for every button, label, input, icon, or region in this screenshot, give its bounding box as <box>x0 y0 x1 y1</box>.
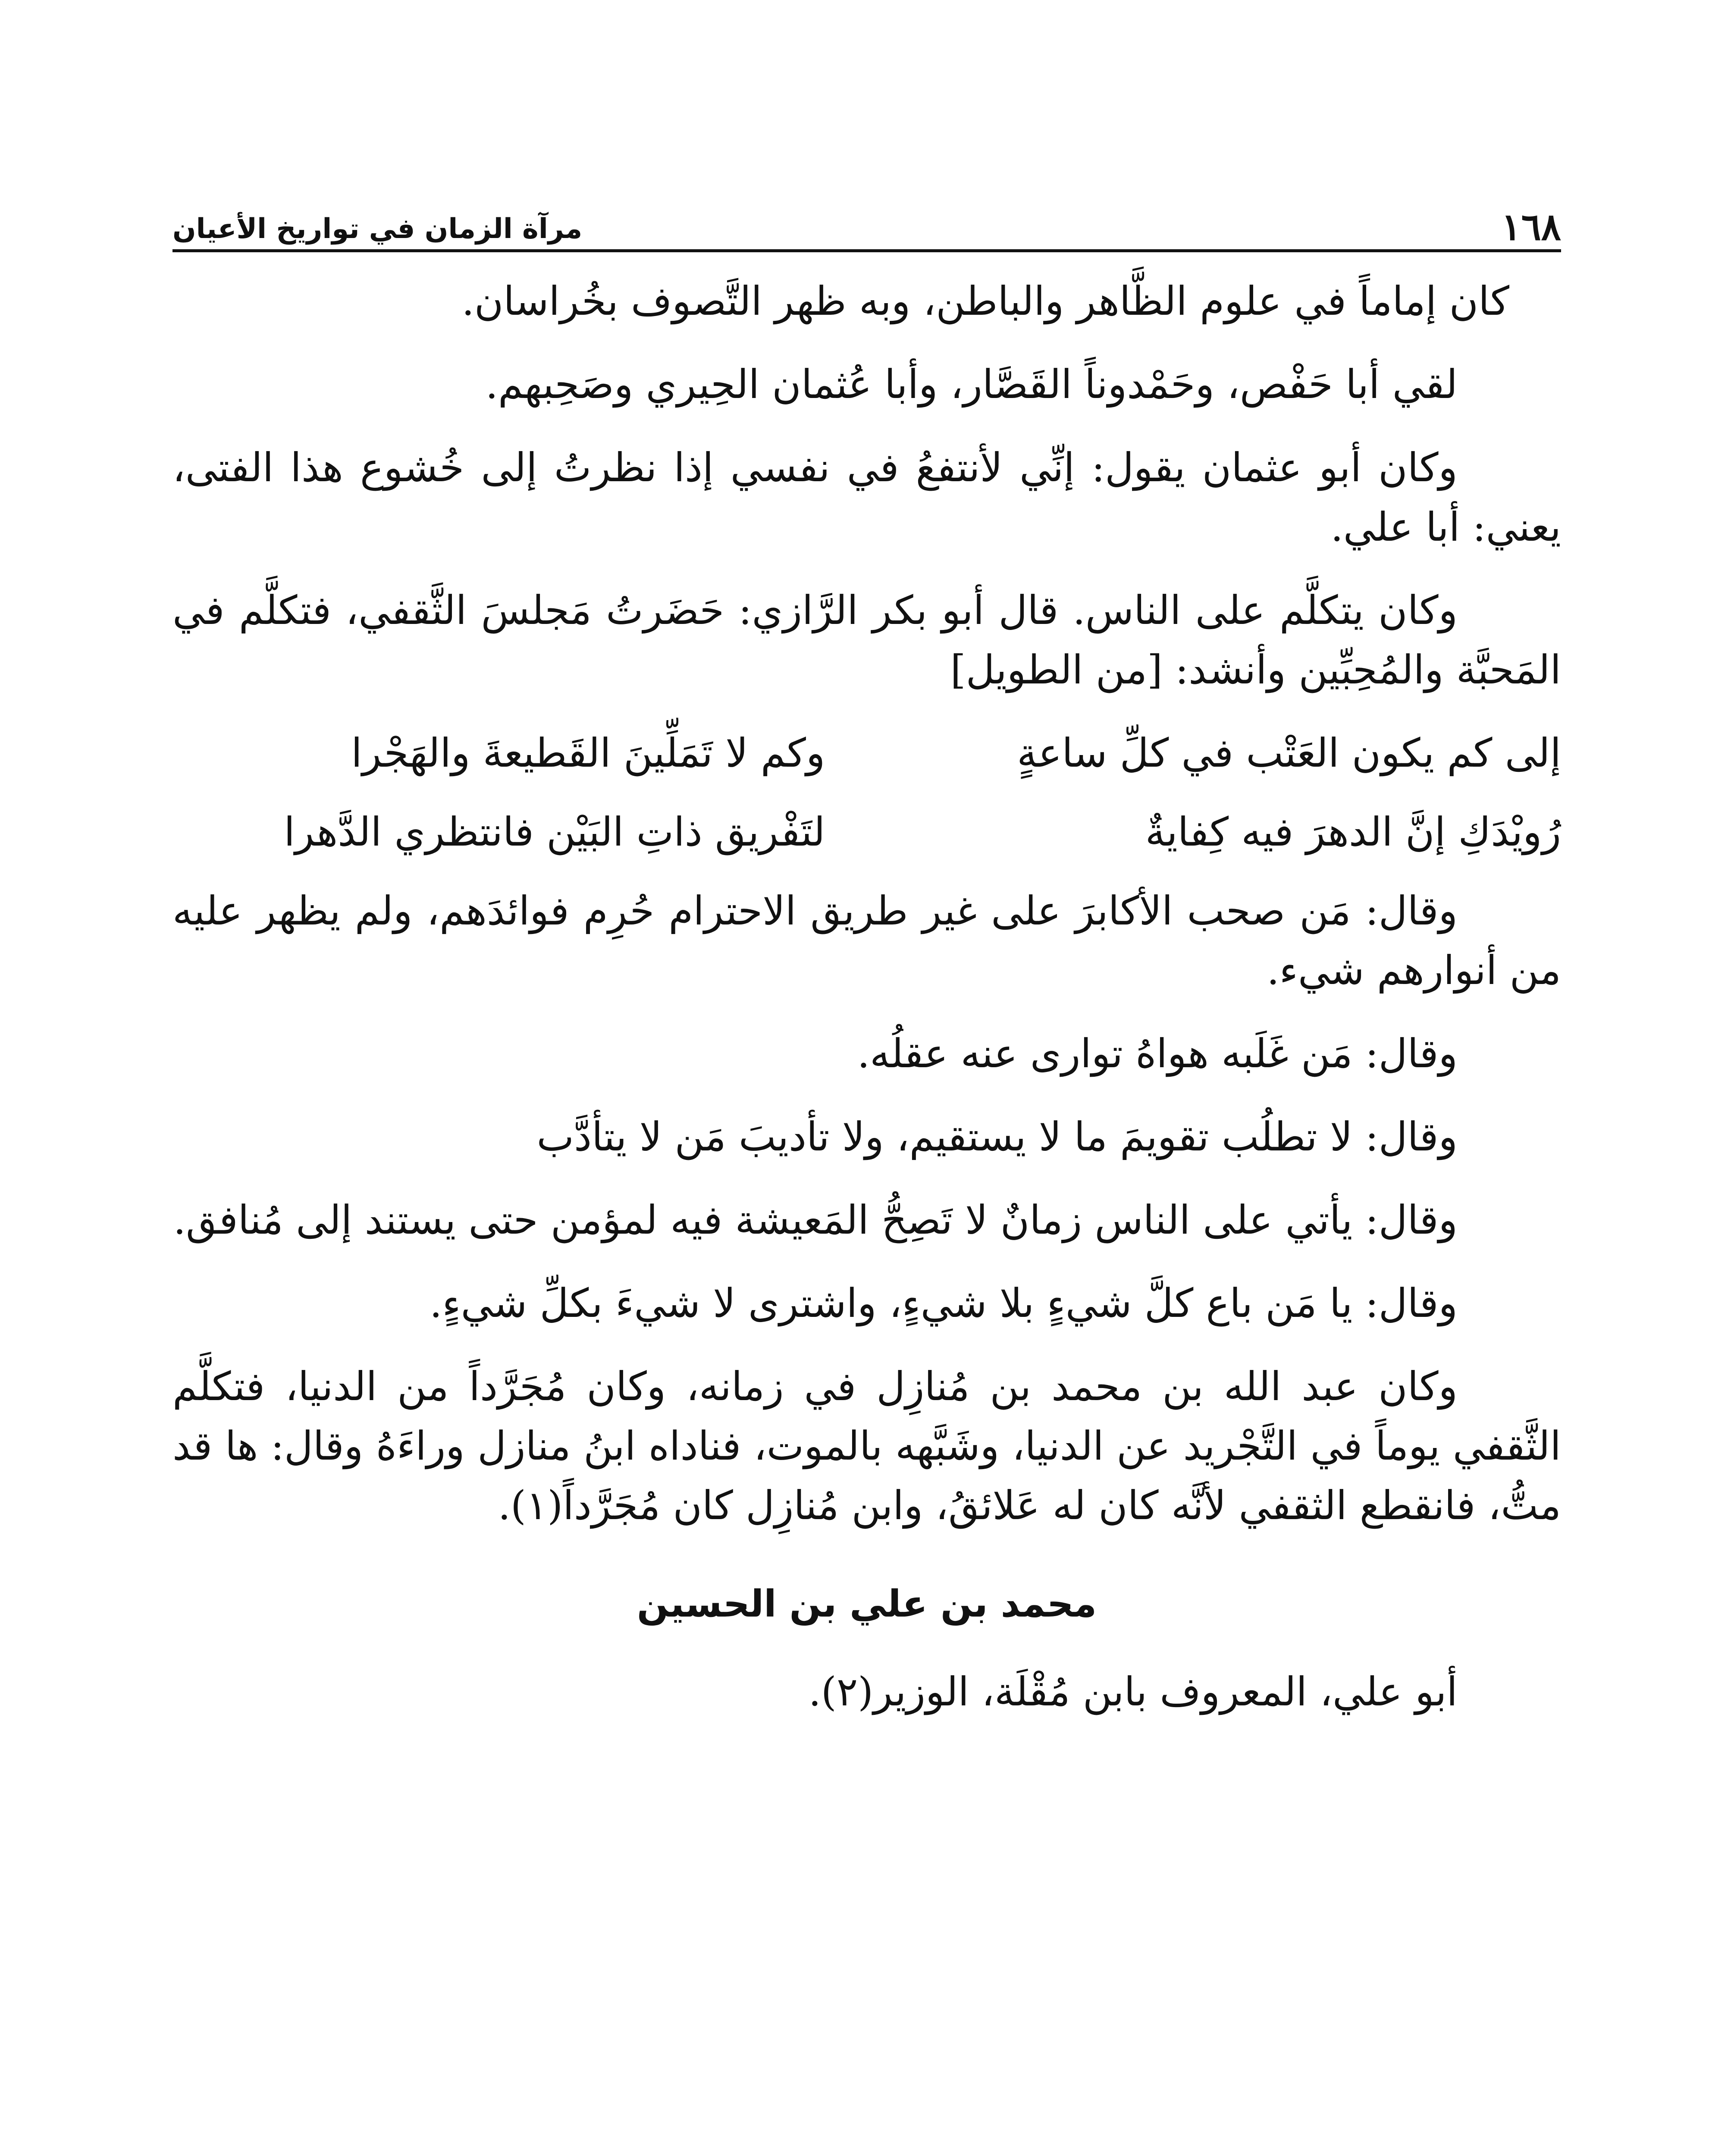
main-text <box>172 272 1561 1745</box>
paragraph: أبو علي، المعروف بابن مُقْلَة، الوزير(٢). <box>808 1669 1458 1715</box>
paragraph: وقال: يأتي على الناس زمانٌ لا تَصِحُّ المَعيشة فيه لمؤمن حتى يستند إلى مُنافق. <box>173 1197 1458 1243</box>
paragraph: لقي أبا حَفْص، وحَمْدوناً القَصَّار، وأبا عُثمان الحِيري وصَحِبهم. <box>485 361 1458 407</box>
paragraph: وقال: مَن غَلَبه هواهُ توارى عنه عقلُه. <box>857 1031 1458 1077</box>
paragraph: وكان عبد الله بن محمد بن مُنازِل في زمانه، وكان مُجَرَّداً من الدنيا، فتكلَّم الثَّقفي يوماً في التَّجْريد عن الدنيا، وشَبَّهه بالموت، فناداه ابنُ منازل وراءَهُ وقال: ها قد متُّ، فانقطع الثقفي لأنَّه كان له عَلائقُ، وابن مُنازِل كان مُجَرَّداً(١). <box>172 1363 1561 1529</box>
header-rule <box>172 249 1561 252</box>
paragraph: وكان أبو عثمان يقول: إنِّي لأنتفعُ في نفسي إذا نظرتُ إلى خُشوع هذا الفتى، يعني: أبا علي. <box>172 445 1561 550</box>
verse-first-hemistich: إلى كم يكون العَتْب في كلِّ ساعةٍ <box>1017 730 1561 776</box>
paragraph: وقال: يا مَن باع كلَّ شيءٍ بلا شيءٍ، واشترى لا شيءَ بكلِّ شيءٍ. <box>430 1280 1458 1326</box>
page-number: ١٦٨ <box>1501 205 1561 249</box>
paragraph: كان إماماً في علوم الظَّاهر والباطن، وبه ظهر التَّصوف بخُراسان. <box>461 278 1509 324</box>
poetry-verse <box>172 724 1561 783</box>
running-title: مرآة الزمان في تواريخ الأعيان <box>172 213 583 245</box>
paragraph: وقال: مَن صحب الأكابرَ على غير طريق الاحترام حُرِم فوائدَهم، ولم يظهر عليه من أنوارهم شيء. <box>172 888 1561 993</box>
verse-first-hemistich: رُويْدَكِ إنَّ الدهرَ فيه كِفايةٌ <box>1145 809 1561 855</box>
paragraph: وكان يتكلَّم على الناس. قال أبو بكر الرَّازي: حَضَرتُ مَجلسَ الثَّقفي، فتكلَّم في المَحبَّة والمُحِبِّين وأنشد: [من الطويل] <box>172 587 1561 693</box>
verse-second-hemistich: لتَفْريق ذاتِ البَيْن فانتظري الدَّهرا <box>284 809 825 855</box>
page-header <box>172 177 1561 249</box>
poetry-verse <box>172 802 1561 862</box>
section-heading: محمد بن علي بن الحسين <box>637 1583 1097 1626</box>
verse-second-hemistich: وكم لا تَمَلِّينَ القَطيعةَ والهَجْرا <box>351 730 825 776</box>
paragraph: وقال: لا تطلُب تقويمَ ما لا يستقيم، ولا تأديبَ مَن لا يتأدَّب <box>536 1114 1458 1160</box>
